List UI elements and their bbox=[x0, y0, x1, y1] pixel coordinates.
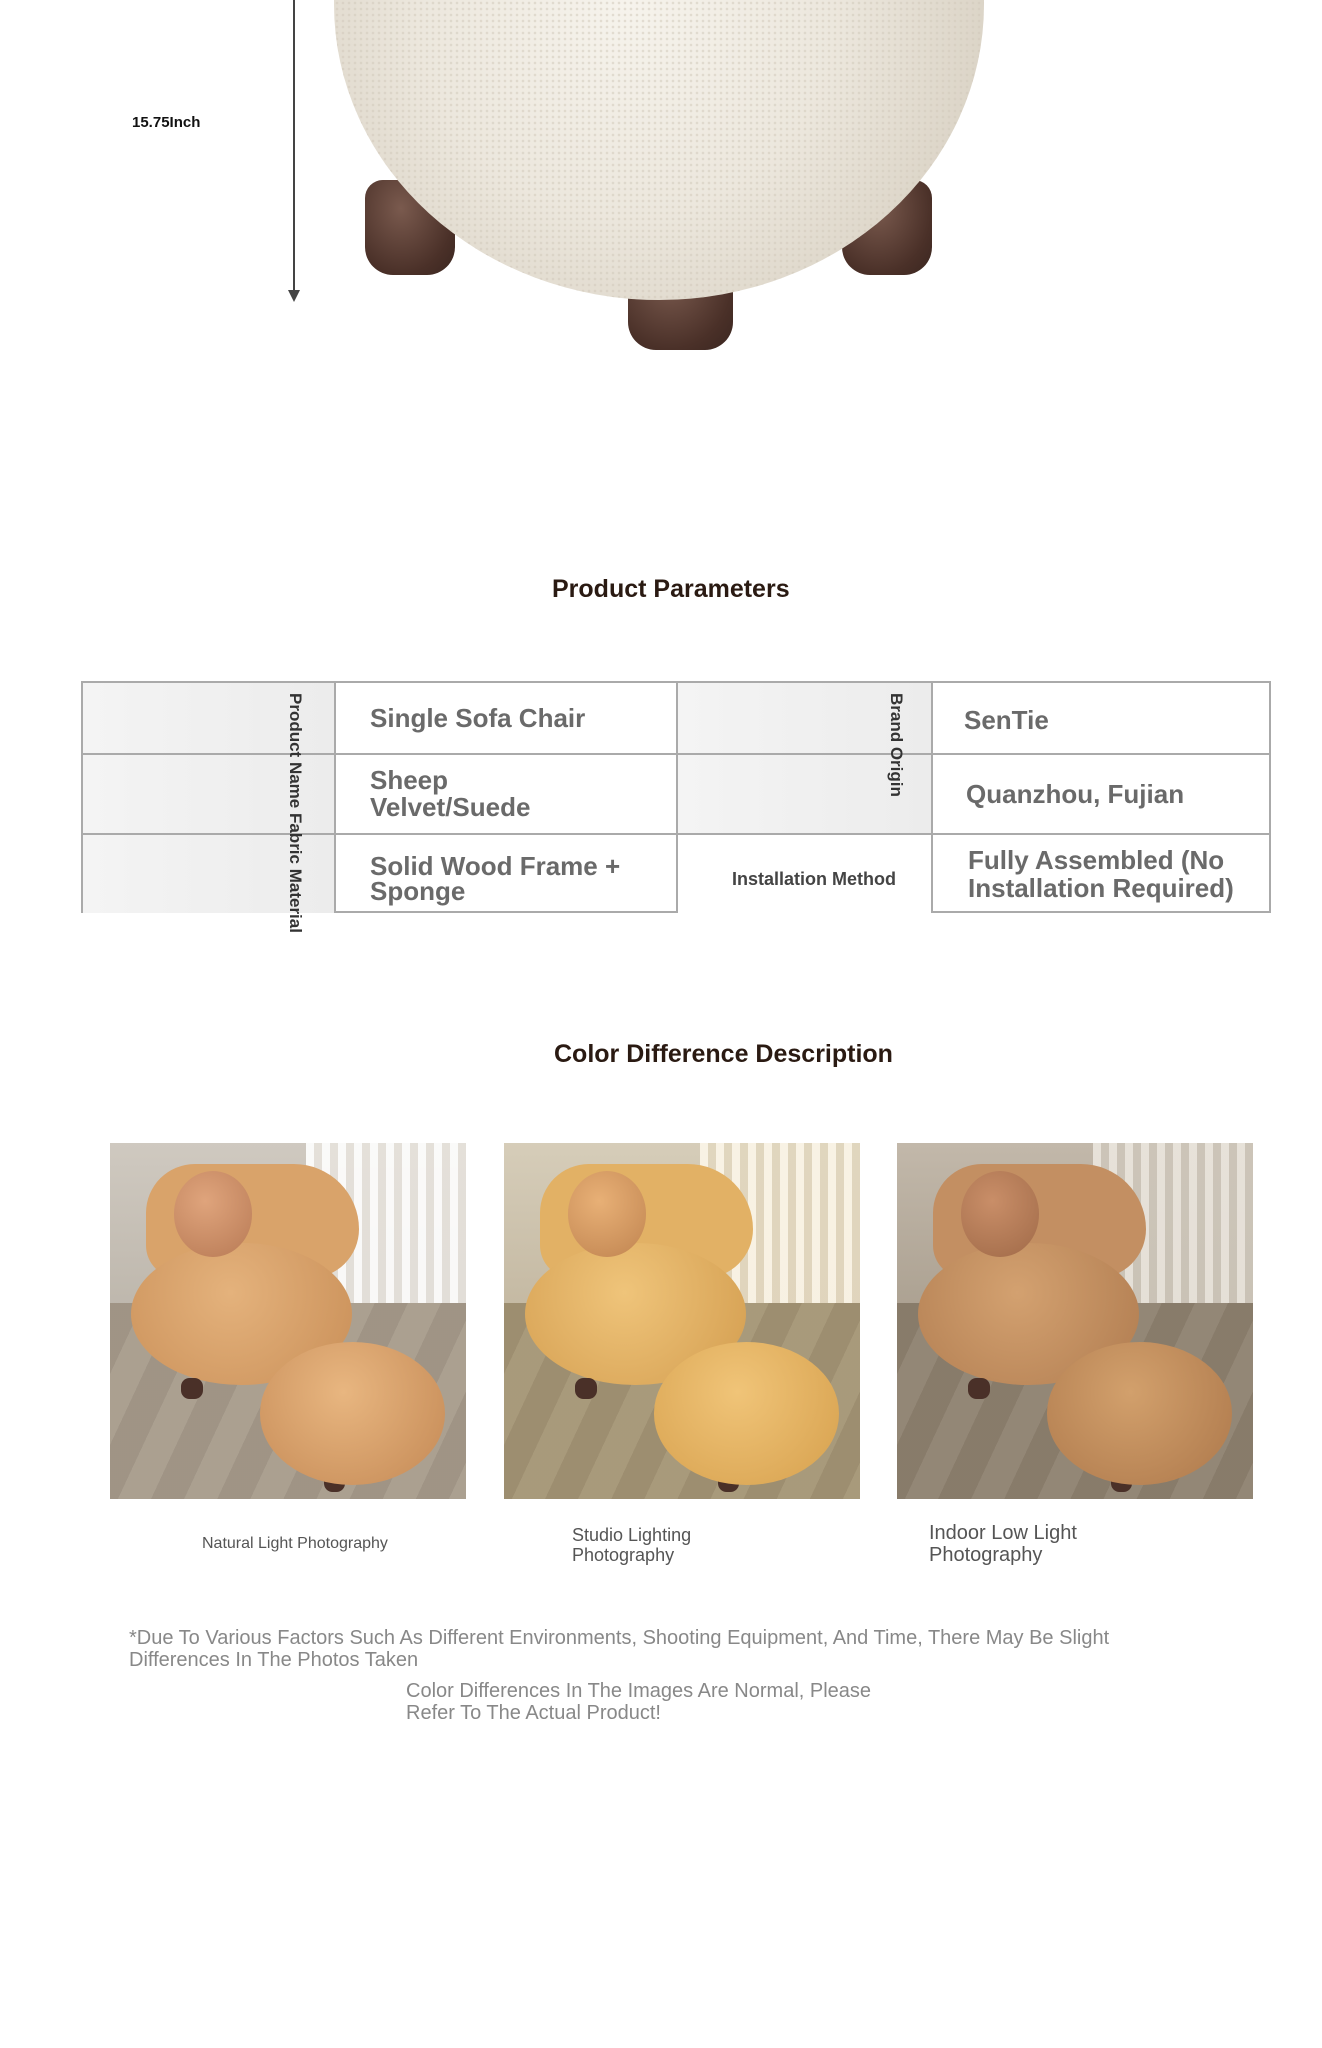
product-parameters-table bbox=[81, 681, 1271, 933]
installation-value-line2: Installation Required) bbox=[968, 873, 1234, 903]
fabric-value-line1: Sheep bbox=[370, 765, 449, 795]
indoor-low-light-photo bbox=[897, 1143, 1253, 1499]
installation-value-line1: Fully Assembled (No bbox=[968, 845, 1225, 875]
indoor-low-light-caption-line1: Indoor Low Light bbox=[929, 1522, 1077, 1544]
right-column-labels: Brand Origin bbox=[887, 693, 906, 797]
material-value-line1: Solid Wood Frame + bbox=[370, 851, 621, 881]
color-difference-title: Color Difference Description bbox=[554, 1040, 893, 1068]
left-column-labels: Product Name Fabric Material bbox=[286, 693, 305, 933]
product-hero-image bbox=[0, 0, 1322, 370]
arrow-down-icon bbox=[288, 290, 300, 302]
fabric-value-line2: Velvet/Suede bbox=[370, 792, 531, 822]
studio-lighting-caption-line2: Photography bbox=[572, 1545, 675, 1565]
brand-value: SenTie bbox=[964, 705, 1049, 735]
studio-lighting-photo bbox=[504, 1143, 860, 1499]
origin-value: Quanzhou, Fujian bbox=[966, 779, 1185, 809]
natural-light-photo bbox=[110, 1143, 466, 1499]
material-value-line2: Sponge bbox=[370, 876, 466, 906]
indoor-low-light-caption-line2: Photography bbox=[929, 1544, 1043, 1566]
product-parameters-title: Product Parameters bbox=[552, 575, 790, 603]
color-note-line3: Color Differences In The Images Are Normal, Please bbox=[406, 1680, 872, 1702]
product-name-value: Single Sofa Chair bbox=[370, 703, 586, 733]
installation-method-label: Installation Method bbox=[732, 869, 896, 889]
height-dimension-label: 15.75Inch bbox=[132, 114, 201, 131]
height-dimension-line bbox=[293, 0, 295, 298]
color-note-line2: Differences In The Photos Taken bbox=[129, 1649, 419, 1671]
studio-lighting-caption-line1: Studio Lighting bbox=[572, 1525, 692, 1545]
color-note-line1: *Due To Various Factors Such As Different Environments, Shooting Equipment, And Time, There May Be Slight bbox=[129, 1627, 1110, 1649]
color-note-line4: Refer To The Actual Product! bbox=[406, 1702, 661, 1724]
natural-light-caption: Natural Light Photography bbox=[202, 1535, 388, 1552]
